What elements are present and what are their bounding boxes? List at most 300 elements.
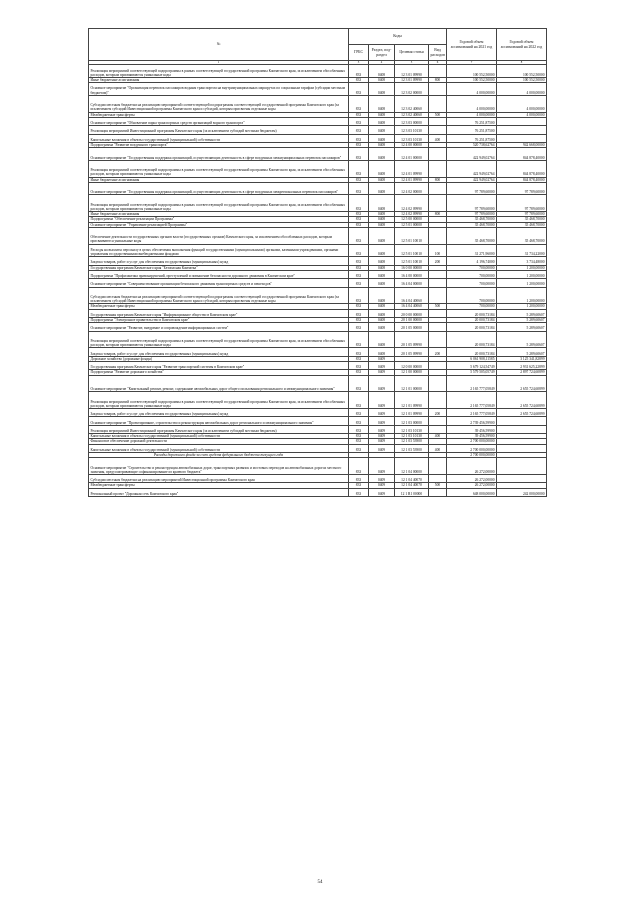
row-grbs: 833 xyxy=(349,392,369,409)
row-2021: 39 456,59900 xyxy=(447,425,497,433)
row-target: 12 1 03 10130 xyxy=(395,434,429,439)
row-2022: 242 000,00000 xyxy=(497,488,547,496)
row-section: 0408 xyxy=(369,142,395,147)
row-grbs: 833 xyxy=(349,212,369,217)
table-row xyxy=(89,227,547,244)
row-type xyxy=(429,361,447,369)
row-2021: 4 196,74000 xyxy=(447,257,497,265)
row-2021: 2 165 777,05849 xyxy=(447,409,497,417)
row-name: Реализация мероприятий соответствующей подпрограммы в рамках соответствующей государственной программы Камчатского края, за исключением обособленных расходов, которым присваиваются уникальные коды xyxy=(89,160,349,177)
row-section: 0409 xyxy=(369,392,395,409)
row-type xyxy=(429,160,447,177)
row-2022 xyxy=(497,475,547,483)
header-type: Вид расходов xyxy=(429,45,447,61)
row-2021: 20 000,73184 xyxy=(447,348,497,356)
row-2022: 35 468,70000 xyxy=(497,227,547,244)
row-type xyxy=(429,182,447,195)
row-name: Реализация мероприятий соответствующей подпрограммы в рамках соответствующей государственной программы Камчатского края, за исключением обособленных расходов, которым присваиваются уникальные коды xyxy=(89,331,349,348)
row-name: Основное мероприятие "Обновление парка транспортных средств организаций водного транспорта" xyxy=(89,117,349,125)
row-grbs: 833 xyxy=(349,227,369,244)
row-grbs: 833 xyxy=(349,134,369,142)
row-grbs: 833 xyxy=(349,317,369,322)
row-target: 12 4 00 00000 xyxy=(395,142,429,147)
row-2021: 26 272,00000 xyxy=(447,458,497,475)
row-name: Капитальные вложения в объекты государственной (муниципальной) собственности xyxy=(89,434,349,439)
row-name: Субсидии местным бюджетам на реализацию мероприятий соответствующей подпрограммы соответствующей государственной программы Камчатского края (за исключением субсидий Инвестиционной программы Камчатского края и субсидий, которым присвоены отдельные коды xyxy=(89,287,349,304)
row-type: 400 xyxy=(429,434,447,439)
row-2021: 100 552,50000 xyxy=(447,65,497,78)
colnum: 6 xyxy=(429,61,447,65)
table-row xyxy=(89,270,547,278)
row-type: 500 xyxy=(429,304,447,309)
row-section: 0409 xyxy=(369,356,395,361)
row-section: 0408 xyxy=(369,309,395,317)
row-2021: 422 949,02764 xyxy=(447,177,497,182)
row-2022: 942 668,00000 xyxy=(497,142,547,147)
row-section: 0408 xyxy=(369,244,395,257)
row-2022: 5 289,60607 xyxy=(497,309,547,317)
row-target: 20 1 00 00000 xyxy=(395,317,429,322)
row-grbs: 833 xyxy=(349,222,369,227)
row-2021: 2 700 000,00000 xyxy=(447,444,497,452)
table-row xyxy=(89,134,547,142)
row-2022: 844 878,40000 xyxy=(497,148,547,161)
row-name: Подпрограмма "Развитие воздушного транспорта" xyxy=(89,142,349,147)
row-target: 12 3 02 00000 xyxy=(395,83,429,96)
row-target: 12 4 01 00000 xyxy=(395,148,429,161)
row-target: 12 1 01 00000 xyxy=(395,375,429,392)
row-name: Реализация мероприятий соответствующей подпрограммы в рамках соответствующей государственной программы Камчатского края, за исключением обособленных расходов, которым присваиваются уникальные коды xyxy=(89,392,349,409)
row-2022 xyxy=(497,425,547,433)
row-name: Подпрограмма "Обеспечение реализации Программы" xyxy=(89,217,349,222)
row-2021: 97 789,60000 xyxy=(447,195,497,212)
row-name: Расходы на выплаты персоналу в целях обеспечения выполнения функций государственными (муниципальными) органами, казенными учреждениями, органами управления государственными внебюджетными фондами xyxy=(89,244,349,257)
colnum: 8 xyxy=(497,61,547,65)
row-2021: 20 000,73184 xyxy=(447,323,497,331)
row-2021: 39 456,59900 xyxy=(447,434,497,439)
row-2022 xyxy=(497,117,547,125)
table-row xyxy=(89,488,547,496)
table-row xyxy=(89,392,547,409)
row-name: Государственная программа Камчатского края "Развитие транспортной системы в Камчатском крае" xyxy=(89,361,349,369)
budget-table xyxy=(88,28,547,497)
row-grbs: 833 xyxy=(349,112,369,117)
row-name: Основное мероприятие "Развитие, внедрение и сопровождение информационных систем" xyxy=(89,323,349,331)
row-grbs: 833 xyxy=(349,287,369,304)
header-number: № xyxy=(89,29,349,61)
table-row xyxy=(89,323,547,331)
row-grbs: 833 xyxy=(349,323,369,331)
row-target: 12 4 01 09990 xyxy=(395,177,429,182)
row-type xyxy=(429,195,447,212)
row-grbs: 833 xyxy=(349,217,369,222)
row-target: 16 0 00 00000 xyxy=(395,265,429,270)
row-section: 0408 xyxy=(369,222,395,227)
row-name: Реализация мероприятий соответствующей подпрограммы в рамках соответствующей государственной программы Камчатского края, за исключением обособленных расходов, которым присваиваются уникальные коды xyxy=(89,65,349,78)
row-target: 12 3 01 09990 xyxy=(395,78,429,83)
row-2021: 2 165 777,05849 xyxy=(447,375,497,392)
row-type: 200 xyxy=(429,257,447,265)
header-section: Раздел, под-раздел xyxy=(369,45,395,61)
row-target: 12 4 01 09990 xyxy=(395,160,429,177)
row-grbs: 833 xyxy=(349,177,369,182)
row-2021: 422 949,02764 xyxy=(447,148,497,161)
table-row xyxy=(89,361,547,369)
row-grbs: 833 xyxy=(349,257,369,265)
row-target: 12 5 00 00000 xyxy=(395,217,429,222)
row-type xyxy=(429,392,447,409)
row-target: 12 3 03 10130 xyxy=(395,134,429,142)
row-section: 0408 xyxy=(369,217,395,222)
row-name: Реализация мероприятий Инвестиционной программы Камчатского края (за исключением субсидий местным бюджетам) xyxy=(89,126,349,134)
row-2021: 422 949,02764 xyxy=(447,160,497,177)
row-name: Подпрограмма "Профилактика правонарушений, преступлений и повышение безопасности дорожного движения в Камчатском крае" xyxy=(89,270,349,278)
row-type xyxy=(429,148,447,161)
row-type xyxy=(429,126,447,134)
row-section: 0409 xyxy=(369,361,395,369)
table-row xyxy=(89,444,547,452)
row-section: 0408 xyxy=(369,65,395,78)
row-name: Основное мероприятие "Государственная поддержка организаций, осуществляющих деятельность в сфере воздушных межмуниципальных перевозок пассажиров" xyxy=(89,148,349,161)
row-2021: 648 000,00000 xyxy=(447,488,497,496)
row-2022: 2 931 625,22899 xyxy=(497,361,547,369)
row-target: 12 5 01 10010 xyxy=(395,227,429,244)
row-grbs: 833 xyxy=(349,488,369,496)
row-section: 0408 xyxy=(369,348,395,356)
row-2021: 2 739 456,59900 xyxy=(447,417,497,425)
row-type xyxy=(429,309,447,317)
colnum: 1 xyxy=(89,61,349,65)
row-section: 0408 xyxy=(369,95,395,112)
row-2021: 4 000,00000 xyxy=(447,95,497,112)
row-2022: 97 789,60000 xyxy=(497,195,547,212)
row-2022: 5 289,60607 xyxy=(497,348,547,356)
row-target: 12 5 01 10010 xyxy=(395,257,429,265)
row-2021: 2 165 777,05849 xyxy=(447,392,497,409)
row-section: 0408 xyxy=(369,265,395,270)
row-2022: 97 789,60000 xyxy=(497,182,547,195)
header-codes: Коды xyxy=(349,29,447,45)
row-2022: 2 655 724,60899 xyxy=(497,375,547,392)
row-section: 0409 xyxy=(369,439,395,444)
table-row xyxy=(89,160,547,177)
row-section: 0408 xyxy=(369,279,395,287)
row-type xyxy=(429,227,447,244)
row-section: 0408 xyxy=(369,257,395,265)
row-grbs: 833 xyxy=(349,78,369,83)
row-2021: 20 000,73184 xyxy=(447,309,497,317)
row-target: 12 1 R1 00000 xyxy=(395,488,429,496)
row-type xyxy=(429,488,447,496)
row-2022: 5 289,60607 xyxy=(497,331,547,348)
row-2021: 76 251,87500 xyxy=(447,126,497,134)
row-grbs: 833 xyxy=(349,409,369,417)
row-type xyxy=(429,323,447,331)
row-2021: 6 061 908,11585 xyxy=(447,356,497,361)
row-name: Иные бюджетные ассигнования xyxy=(89,212,349,217)
row-grbs: 833 xyxy=(349,375,369,392)
row-section: 0408 xyxy=(369,148,395,161)
row-2021: 5 579 505,05749 xyxy=(447,370,497,375)
row-name: Подпрограмма "Развитие дорожного хозяйства" xyxy=(89,370,349,375)
row-grbs: 833 xyxy=(349,417,369,425)
row-target: 12 3 03 10130 xyxy=(395,126,429,134)
row-2021: 2 700 000,00000 xyxy=(447,439,497,444)
row-2022: 4 000,00000 xyxy=(497,112,547,117)
row-2021: 4 000,00000 xyxy=(447,112,497,117)
row-section: 0408 xyxy=(369,134,395,142)
row-target: 12 1 00 00000 xyxy=(395,370,429,375)
row-name: Субсидии местным бюджетам на реализацию мероприятий Инвестиционной программы Камчатского края xyxy=(89,475,349,483)
row-target: 20 0 00 00000 xyxy=(395,309,429,317)
row-2022: 4 000,00000 xyxy=(497,95,547,112)
row-grbs: 833 xyxy=(349,148,369,161)
table-row xyxy=(89,287,547,304)
row-section: 0408 xyxy=(369,83,395,96)
row-2021: 26 272,00000 xyxy=(447,475,497,483)
row-2022: 2 897 724,60899 xyxy=(497,370,547,375)
row-name: Межбюджетные трансферты xyxy=(89,304,349,309)
row-2021: 35 468,70000 xyxy=(447,227,497,244)
row-name: Государственная программа Камчатского края "Безопасная Камчатка" xyxy=(89,265,349,270)
row-type xyxy=(429,65,447,78)
row-section: 0408 xyxy=(369,126,395,134)
row-grbs: 833 xyxy=(349,270,369,278)
table-row xyxy=(89,257,547,265)
table-row xyxy=(89,126,547,134)
row-2022: 31 734,22000 xyxy=(497,244,547,257)
table-row xyxy=(89,65,547,78)
row-name: Государственная программа Камчатского края "Информационное общество в Камчатском крае" xyxy=(89,309,349,317)
row-2022 xyxy=(497,444,547,452)
row-target: 20 1 05 09990 xyxy=(395,331,429,348)
row-name: Реализация мероприятий соответствующей подпрограммы в рамках соответствующей государственной программы Камчатского края, за исключением обособленных расходов, которым присваиваются уникальные коды xyxy=(89,195,349,212)
row-name: Капитальные вложения в объекты государственной (муниципальной) собственности xyxy=(89,444,349,452)
row-name: Расходы дорожного фонда за счет средств федерального бюджета текущего года xyxy=(89,453,349,458)
row-grbs: 833 xyxy=(349,117,369,125)
row-grbs: 833 xyxy=(349,370,369,375)
row-2021: 35 468,70000 xyxy=(447,222,497,227)
budget-table-page xyxy=(88,28,546,497)
row-target: 12 1 03 10130 xyxy=(395,425,429,433)
row-2021: 700,00000 xyxy=(447,279,497,287)
row-type: 800 xyxy=(429,78,447,83)
row-target: 12 4 02 00000 xyxy=(395,182,429,195)
row-type xyxy=(429,117,447,125)
row-section: 0409 xyxy=(369,483,395,488)
row-type: 200 xyxy=(429,409,447,417)
row-name: Межбюджетные трансферты xyxy=(89,112,349,117)
row-section: 0408 xyxy=(369,212,395,217)
row-type: 500 xyxy=(429,483,447,488)
page-number: 54 xyxy=(317,880,323,885)
row-2022: 3 734,48000 xyxy=(497,257,547,265)
row-section: 0408 xyxy=(369,177,395,182)
row-type xyxy=(429,425,447,433)
row-grbs: 833 xyxy=(349,348,369,356)
row-section: 0408 xyxy=(369,112,395,117)
row-grbs: 833 xyxy=(349,83,369,96)
row-grbs: 833 xyxy=(349,434,369,439)
row-grbs: 833 xyxy=(349,475,369,483)
row-section: 0408 xyxy=(369,160,395,177)
row-section: 0408 xyxy=(369,182,395,195)
row-section: 0408 xyxy=(369,323,395,331)
row-grbs: 833 xyxy=(349,304,369,309)
row-target: 16 4 04 40060 xyxy=(395,304,429,309)
colnum: 4 xyxy=(369,61,395,65)
row-name: Дорожное хозяйство (дорожные фонды) xyxy=(89,356,349,361)
row-target: 12 1 03 53900 xyxy=(395,439,429,444)
table-row xyxy=(89,83,547,96)
table-row xyxy=(89,475,547,483)
row-2022: 100 552,50000 xyxy=(497,78,547,83)
row-section: 0409 xyxy=(369,444,395,452)
colnum: 3 xyxy=(349,61,369,65)
row-name: Закупка товаров, работ и услуг для обеспечения государственных (муниципальных) нужд xyxy=(89,257,349,265)
row-2021: 700,00000 xyxy=(447,304,497,309)
row-2022: 5 289,60607 xyxy=(497,323,547,331)
row-name: Основное мероприятие "Капитальный ремонт, ремонт, содержание автомобильных дорог общего пользования регионального и межмуниципального значения" xyxy=(89,375,349,392)
row-target: 16 4 04 00000 xyxy=(395,279,429,287)
row-grbs: 833 xyxy=(349,126,369,134)
row-name: Закупка товаров, работ и услуг для обеспечения государственных (муниципальных) нужд xyxy=(89,348,349,356)
row-section: 0409 xyxy=(369,458,395,475)
row-2021: 5 679 124,54749 xyxy=(447,361,497,369)
row-grbs: 833 xyxy=(349,182,369,195)
row-2022: 1 200,00000 xyxy=(497,304,547,309)
row-type xyxy=(429,331,447,348)
row-2022: 1 200,00000 xyxy=(497,265,547,270)
row-grbs: 833 xyxy=(349,195,369,212)
row-2021: 20 000,73184 xyxy=(447,331,497,348)
table-row xyxy=(89,425,547,433)
row-2021: 20 000,73184 xyxy=(447,317,497,322)
row-type xyxy=(429,417,447,425)
row-type: 800 xyxy=(429,177,447,182)
row-type: 800 xyxy=(429,212,447,217)
row-target: 12 1 01 09990 xyxy=(395,409,429,417)
table-row xyxy=(89,309,547,317)
row-target: 16 4 00 00000 xyxy=(395,270,429,278)
row-grbs: 833 xyxy=(349,95,369,112)
row-2022: 844 878,40000 xyxy=(497,160,547,177)
row-grbs: 833 xyxy=(349,444,369,452)
row-2021: 35 468,70000 xyxy=(447,217,497,222)
colnum: 5 xyxy=(395,61,429,65)
header-year-2021: Годовой объем ассигнований на 2021 год xyxy=(447,29,497,61)
row-2021: 700,00000 xyxy=(447,270,497,278)
row-section: 0408 xyxy=(369,78,395,83)
row-section: 0408 xyxy=(369,117,395,125)
row-target: 16 4 04 40060 xyxy=(395,287,429,304)
row-target: 20 1 05 09990 xyxy=(395,348,429,356)
table-row xyxy=(89,95,547,112)
row-grbs: 833 xyxy=(349,425,369,433)
row-2022 xyxy=(497,417,547,425)
row-2022: 5 289,60607 xyxy=(497,317,547,322)
row-grbs: 833 xyxy=(349,65,369,78)
table-row xyxy=(89,195,547,212)
table-row xyxy=(89,375,547,392)
row-section: 0408 xyxy=(369,317,395,322)
row-2021: 4 000,00000 xyxy=(447,83,497,96)
row-2021: 76 251,87500 xyxy=(447,134,497,142)
header-target: Целевая статья xyxy=(395,45,429,61)
row-grbs: 833 xyxy=(349,356,369,361)
row-target: 12 1 04 40070 xyxy=(395,475,429,483)
row-section: 0409 xyxy=(369,409,395,417)
row-target: 12 0 00 00000 xyxy=(395,361,429,369)
row-type: 400 xyxy=(429,444,447,452)
table-row xyxy=(89,348,547,356)
table-row xyxy=(89,409,547,417)
row-name: Основное мероприятие "Государственная поддержка организаций, осуществляющих деятельность в сфере воздушных межрегиональных перевозок пассажиров" xyxy=(89,182,349,195)
row-2022: 4 000,00000 xyxy=(497,83,547,96)
row-section: 0409 xyxy=(369,475,395,483)
row-2022 xyxy=(497,126,547,134)
row-target: 12 1 03 53900 xyxy=(395,444,429,452)
row-grbs: 833 xyxy=(349,458,369,475)
row-target: 12 3 02 40060 xyxy=(395,95,429,112)
row-section: 0408 xyxy=(369,195,395,212)
row-2022: 97 789,60000 xyxy=(497,212,547,217)
row-name: Межбюджетные трансферты xyxy=(89,483,349,488)
row-name: Основное мероприятие "Организация перевозок пассажиров водным транспортом на внутримуниципальных маршрутах по социальным тарифам (субсидии местным бюджетам)" xyxy=(89,83,349,96)
row-section: 0409 xyxy=(369,425,395,433)
table-row xyxy=(89,458,547,475)
table-row xyxy=(89,331,547,348)
row-name: Основное мероприятие "Совершенствование организации безопасного движения транспортных средств и пешеходов" xyxy=(89,279,349,287)
row-target: 12 1 04 00000 xyxy=(395,458,429,475)
row-grbs: 833 xyxy=(349,439,369,444)
row-2022: 2 655 724,60899 xyxy=(497,392,547,409)
row-grbs: 833 xyxy=(349,331,369,348)
row-type xyxy=(429,458,447,475)
row-2022: 100 552,50000 xyxy=(497,65,547,78)
row-2022: 3 125 341,82899 xyxy=(497,356,547,361)
table-row xyxy=(89,279,547,287)
row-2021: 520 738,62764 xyxy=(447,142,497,147)
row-target: 12 3 01 09990 xyxy=(395,65,429,78)
row-2021: 26 272,00000 xyxy=(447,483,497,488)
row-2021: 97 789,60000 xyxy=(447,182,497,195)
row-grbs: 833 xyxy=(349,142,369,147)
row-section: 0409 xyxy=(369,370,395,375)
row-target: 12 3 03 00000 xyxy=(395,117,429,125)
row-2022: 2 655 724,60899 xyxy=(497,409,547,417)
table-row xyxy=(89,244,547,257)
row-grbs: 833 xyxy=(349,265,369,270)
row-2021: 76 251,87500 xyxy=(447,117,497,125)
row-type xyxy=(429,375,447,392)
row-2022 xyxy=(497,458,547,475)
row-section: 0408 xyxy=(369,287,395,304)
row-section: 0409 xyxy=(369,375,395,392)
row-target: 12 3 02 40060 xyxy=(395,112,429,117)
row-2022: 1 200,00000 xyxy=(497,287,547,304)
row-section: 0409 xyxy=(369,488,395,496)
row-2022: 35 468,70000 xyxy=(497,222,547,227)
row-target: 20 1 05 00000 xyxy=(395,323,429,331)
row-name: Капитальные вложения в объекты государственной (муниципальной) собственности xyxy=(89,134,349,142)
row-target: 12 4 02 09990 xyxy=(395,195,429,212)
row-2022: 1 200,00000 xyxy=(497,279,547,287)
row-target: 12 1 03 00000 xyxy=(395,417,429,425)
row-name: Субсидии местным бюджетам на реализацию мероприятий соответствующей подпрограммы соответствующей государственной программы Камчатского края (за исключением субсидий Инвестиционной программы Камчатского края и субсидий, которым присвоены отдельные коды xyxy=(89,95,349,112)
row-name: Подпрограмма "Электронное правительство в Камчатском крае" xyxy=(89,317,349,322)
row-section: 0408 xyxy=(369,331,395,348)
